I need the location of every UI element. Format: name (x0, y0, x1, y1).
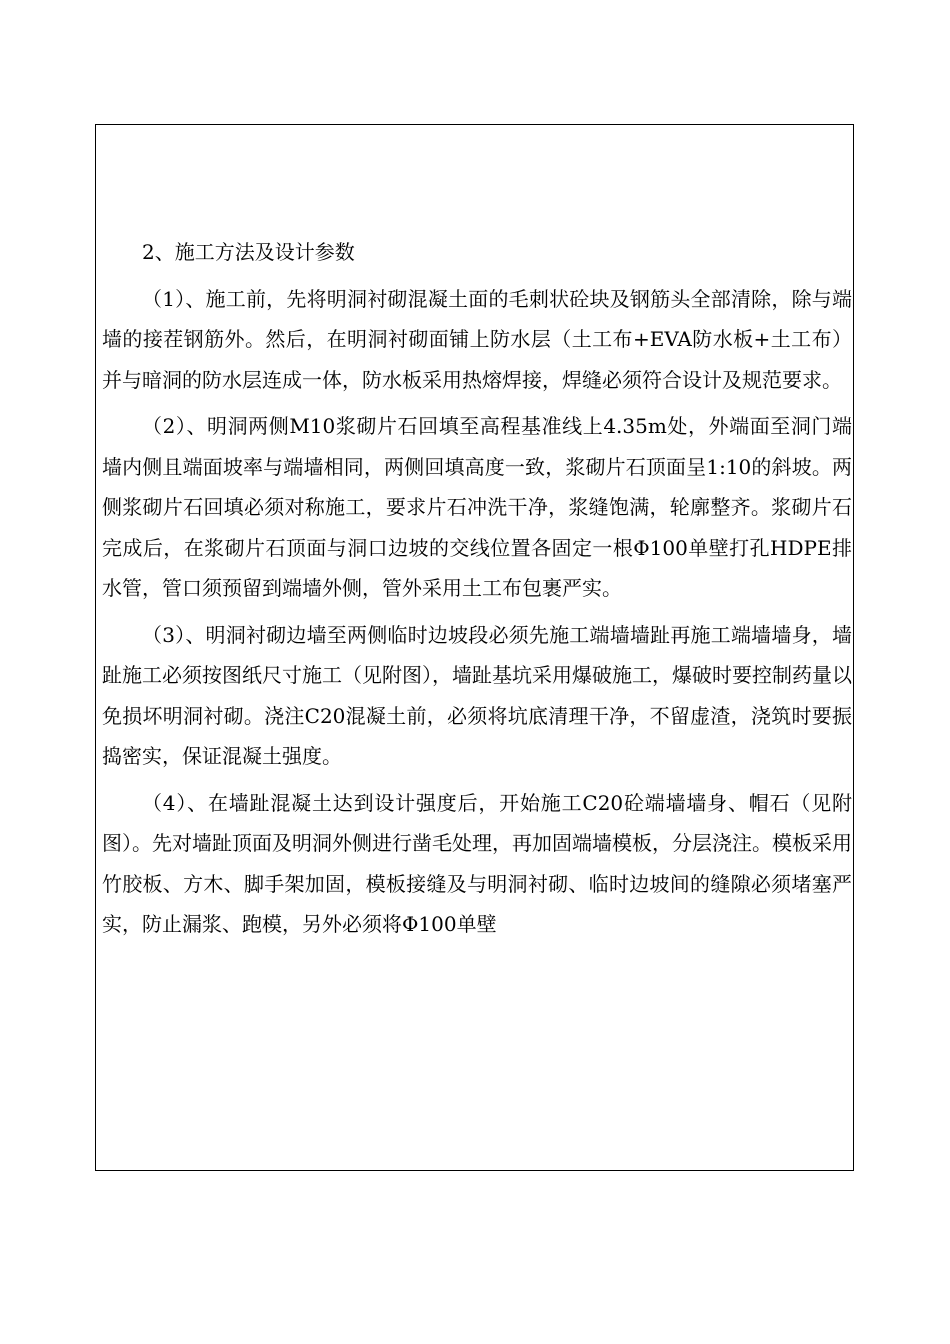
section-heading: 2、施工方法及设计参数 (142, 240, 355, 264)
paragraph-3: （3）、明洞衬砌边墙至两侧临时边坡段必须先施工端墙墙趾再施工端墙墙身，墙趾施工必须按图纸尺寸施工（见附图），墙趾基坑采用爆破施工，爆破时要控制药量以免损坏明洞衬砌。浇注C20混凝土前，必须将坑底清理干净，不留虚渣，浇筑时要振捣密实，保证混凝土强度。 (102, 622, 852, 768)
document-body (102, 232, 852, 945)
paragraph-4: （4）、在墙趾混凝土达到设计强度后，开始施工C20砼端墙墙身、帽石（见附图）。先对墙趾顶面及明洞外侧进行凿毛处理，再加固端墙模板，分层浇注。模板采用竹胶板、方木、脚手架加固，模板接缝及与明洞衬砌、临时边坡间的缝隙必须堵塞严实，防止漏浆、跑模，另外必须将Φ100单壁 (102, 790, 852, 936)
paragraph-2: （2）、明洞两侧M10浆砌片石回填至高程基准线上4.35m处，外端面至洞门端墙内侧且端面坡率与端墙相同，两侧回填高度一致，浆砌片石顶面呈1:10的斜坡。两侧浆砌片石回填必须对称施工，要求片石冲洗干净，浆缝饱满，轮廓整齐。浆砌片石完成后，在浆砌片石顶面与洞口边坡的交线位置各固定一根Φ100单壁打孔HDPE排水管，管口须预留到端墙外侧，管外采用土工布包裹严实。 (102, 414, 852, 600)
paragraph-1: （1）、施工前，先将明洞衬砌混凝土面的毛刺状砼块及钢筋头全部清除，除与端墙的接茬钢筋外。然后，在明洞衬砌面铺上防水层（土工布+EVA防水板+土工布）并与暗洞的防水层连成一体，防水板采用热熔焊接，焊缝必须符合设计及规范要求。 (102, 286, 852, 392)
